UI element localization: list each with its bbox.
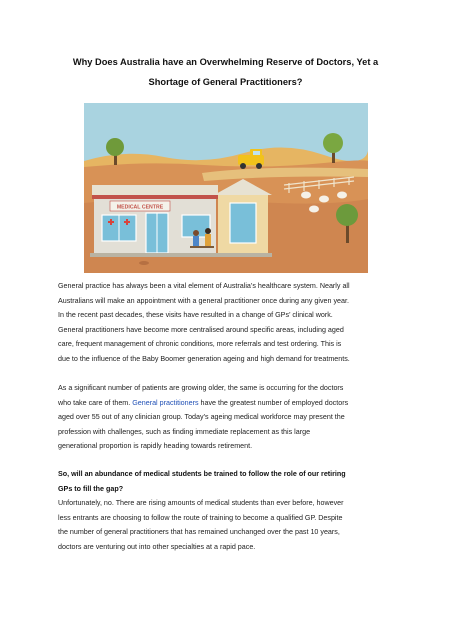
- paragraph-1-line: General practice has always been a vital element of Australia’s healthcare system. Nearly all: [58, 282, 350, 290]
- paragraph-1-line: Australians will make an appointment with a general practitioner once during any given year.: [58, 296, 349, 305]
- section-heading: [58, 467, 398, 496]
- paragraph-1: [58, 279, 398, 366]
- paragraph-2-text: who take care of them.: [58, 398, 133, 407]
- page-title: [40, 52, 411, 92]
- paragraph-2-line: As a significant number of patients are growing older, the same is occurring for the doctors: [58, 384, 344, 392]
- paragraph-2-text: have the greatest number of employed doctors: [198, 398, 349, 407]
- paragraph-2-line: [58, 396, 398, 411]
- title-line-1: Why Does Australia have an Overwhelming Reserve of Doctors, Yet a: [72, 57, 379, 67]
- paragraph-2-line: generational proportion is rapidly heading towards retirement.: [58, 442, 253, 451]
- paragraph-3-line: less entrants are choosing to follow the route of training to become a qualified GP. Despite: [58, 513, 343, 522]
- paragraph-1-line: care, frequent management of chronic conditions, more referrals and test ordering. This is: [58, 340, 342, 349]
- paragraph-2-line: aged over 55 out of any clinician group. Today’s ageing medical workforce may present the: [58, 413, 345, 422]
- section-heading-line: GPs to fill the gap?: [58, 484, 124, 493]
- title-line-2: Shortage of General Practitioners?: [148, 77, 303, 87]
- paragraph-1-line: In the recent past decades, these visits have resulted in a change of GPs’ clinical work.: [58, 311, 333, 320]
- general-practitioners-link[interactable]: General practitioners: [132, 398, 199, 407]
- section-heading-line: So, will an abundance of medical students be trained to follow the role of our retiring: [58, 470, 346, 478]
- paragraph-2: [58, 381, 398, 454]
- paragraph-2-line: profession with challenges, such as finding immediate replacement as this large: [58, 427, 311, 436]
- paragraph-3-line: Unfortunately, no. There are rising amounts of medical students than ever before, however: [58, 499, 344, 507]
- medical-centre-sign: MEDICAL CENTRE: [116, 204, 164, 211]
- paragraph-3: [58, 496, 398, 554]
- paragraph-1-line: General practitioners have become more centralised around specific areas, including aged: [58, 325, 344, 334]
- medical-centre-building: [90, 179, 272, 257]
- paragraph-3-line: doctors are venturing out into other specialties at a rapid pace.: [58, 542, 256, 551]
- medical-centre-illustration: [84, 103, 368, 273]
- paragraph-1-line: due to the influence of the Baby Boomer generation ageing and high demand for treatments.: [58, 354, 350, 363]
- paragraph-3-line: the number of general practitioners that has remained unchanged over the past 10 years,: [58, 528, 340, 537]
